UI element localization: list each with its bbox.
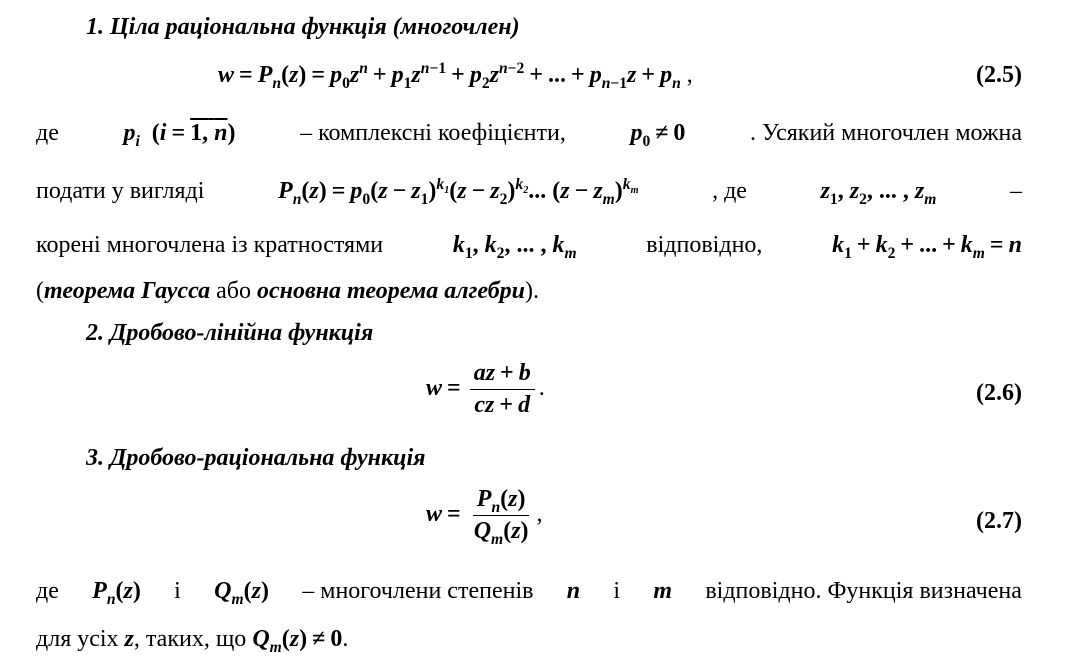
math-multiplicities: $k_1$, $k_2$, ... , $k_m$ bbox=[452, 232, 577, 262]
text-polynomials-degrees: – многочлени степенів bbox=[302, 578, 534, 604]
term-gauss-theorem: теорема Гаусса bbox=[44, 278, 211, 304]
text-de-2: , де bbox=[712, 178, 747, 204]
section-heading-2: 2. Дробово-лінійна функція bbox=[86, 320, 374, 346]
section-heading-3: 3. Дробово-раціональна функція bbox=[86, 445, 426, 471]
math-roots: $z_1$, $z_2$, ... , $z_m$ bbox=[820, 178, 937, 208]
text-represent: подати у вигляді bbox=[36, 178, 205, 204]
text-de: де bbox=[36, 120, 59, 146]
math-n: n bbox=[566, 578, 581, 604]
equation-2-6 bbox=[36, 360, 1022, 432]
term-fundamental-theorem: основна теорема алгебри bbox=[256, 278, 526, 304]
equation-2-7-formula: w = $\frac{P_n(z)}{Q_m(z)}$ , bbox=[426, 486, 543, 548]
text-de-3: де bbox=[36, 578, 59, 604]
math-pi: $p_i$ (i = 1, n) bbox=[123, 120, 236, 150]
paragraph-line-6 bbox=[36, 624, 1022, 654]
text-for-all: для усіх bbox=[36, 626, 119, 652]
paragraph-line-2 bbox=[36, 176, 1022, 206]
math-qm: $Q_m(z)$ bbox=[214, 578, 269, 608]
text-roots-multiplicity: корені многочлена із кратностями bbox=[36, 232, 384, 258]
equation-number-2-5: (2.5) bbox=[976, 62, 1022, 88]
text-any-polynomial: . Усякий многочлен можна bbox=[749, 120, 1022, 146]
math-pn: $P_n(z)$ bbox=[92, 578, 141, 608]
math-m: m bbox=[653, 578, 673, 604]
text-coefficients: – комплексні коефіцієнти, bbox=[300, 120, 566, 146]
math-qm-neq-0: $Q_m(z) \ne 0$ bbox=[252, 626, 343, 656]
text-or: або bbox=[216, 278, 251, 304]
equation-2-7 bbox=[36, 486, 1022, 562]
equation-2-6-formula: w = $\frac{az + b}{cz + d}$ . bbox=[426, 360, 545, 418]
math-z: z bbox=[124, 626, 134, 652]
equation-2-5-formula: $w = P_n(z) = p_0z^n + p_1z^{n-1} + p_2z^{n-2}$ + ... + $p_{n-1}z + p_n$ , bbox=[218, 60, 693, 92]
text-period: . bbox=[342, 626, 349, 652]
paragraph-line-4 bbox=[36, 276, 1022, 306]
paragraph-line-1 bbox=[36, 118, 1022, 148]
text-and-1: і bbox=[174, 578, 181, 604]
text-such-that: , таких, що bbox=[133, 626, 247, 652]
equation-number-2-7: (2.7) bbox=[976, 508, 1022, 534]
paragraph-line-5 bbox=[36, 576, 1022, 606]
section-heading-1: 1. Ціла раціональна функція (многочлен) bbox=[86, 14, 520, 40]
math-p0-neq-0: $p_0 \ne 0$ bbox=[630, 120, 686, 150]
text-paren-close: ). bbox=[525, 278, 540, 304]
text-dash: – bbox=[1009, 178, 1022, 204]
text-and-2: і bbox=[613, 578, 621, 604]
math-factorization: $P_n(z) = p_0(z - z_1)^{k_1}(z - z_2)^{k_2}$... $(z - z_m)^{k_m}$ bbox=[278, 176, 639, 208]
equation-2-5 bbox=[36, 62, 1022, 122]
equation-number-2-6: (2.6) bbox=[976, 380, 1022, 406]
text-function-defined: відповідно. Функція визначена bbox=[705, 578, 1022, 604]
text-paren-open: ( bbox=[36, 278, 44, 304]
paragraph-line-3 bbox=[36, 230, 1022, 260]
text-respectively: відповідно, bbox=[646, 232, 763, 258]
math-sum-k: $k_1 + k_2$ + ... + $k_m = n$ bbox=[832, 232, 1022, 262]
